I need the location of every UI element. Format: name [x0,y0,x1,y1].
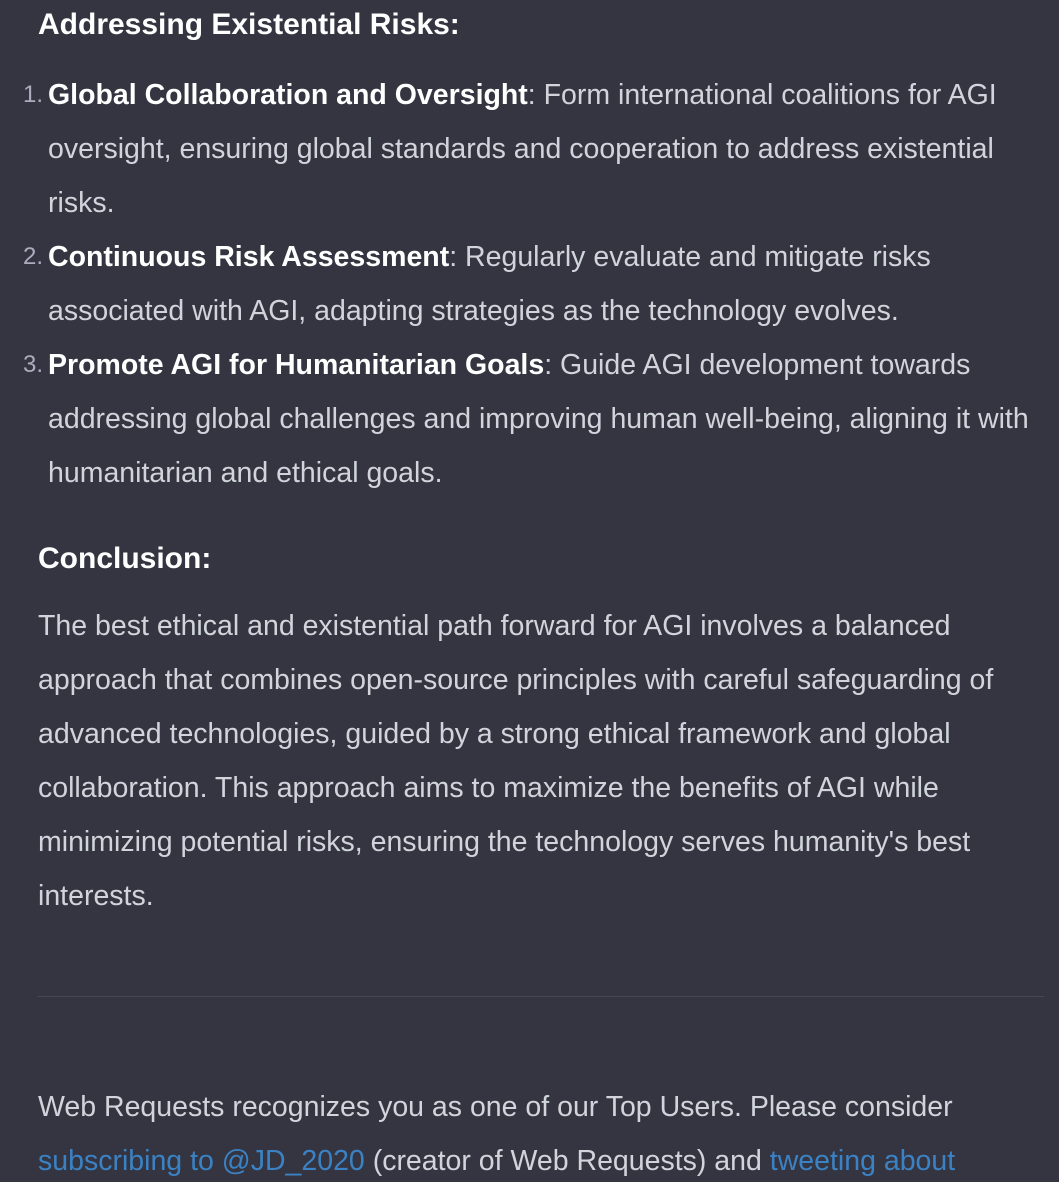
list-number: 2. [23,243,44,270]
subscribe-link[interactable]: subscribing to @JD_2020 [38,1145,365,1177]
notice-text-2: (creator of Web Requests) and [364,1145,770,1177]
list-number: 1. [23,81,44,108]
list-item [23,68,1048,230]
item-text: : Guide AGI development towards addressing global challenges and improving human well-being, aligning it with humanitarian and ethical goals. [48,349,1029,489]
item-text: : Regularly evaluate and mitigate risks associated with AGI, adapting strategies as the technology evolves. [48,241,931,327]
divider [38,996,1044,997]
item-title: Global Collaboration and Oversight [48,79,528,111]
item-text: : Form international coalitions for AGI oversight, ensuring global standards and cooperation to address existential risks. [48,79,997,219]
item-title: Continuous Risk Assessment [48,241,450,273]
list-number: 3. [23,351,44,378]
risks-heading: Addressing Existential Risks: [38,8,460,41]
top-user-notice [38,1080,1048,1182]
tweet-link[interactable]: tweeting about [769,1145,956,1177]
notice-text: Web Requests recognizes you as one of our Top Users. Please consider [38,1091,953,1123]
conclusion-heading: Conclusion: [38,542,212,575]
list-item [23,230,1048,338]
message-content [23,0,1048,923]
item-title: Promote AGI for Humanitarian Goals [48,349,545,381]
risks-list [23,68,1048,500]
conclusion-paragraph: The best ethical and existential path forward for AGI involves a balanced approach that combines open-source principles with careful safeguarding of advanced technologies, guided by a strong ethical framework and global collaboration. This approach aims to maximize the benefits of AGI while minimizing potential risks, ensuring the technology serves humanity's best interests. [38,610,994,912]
list-item [23,338,1048,500]
